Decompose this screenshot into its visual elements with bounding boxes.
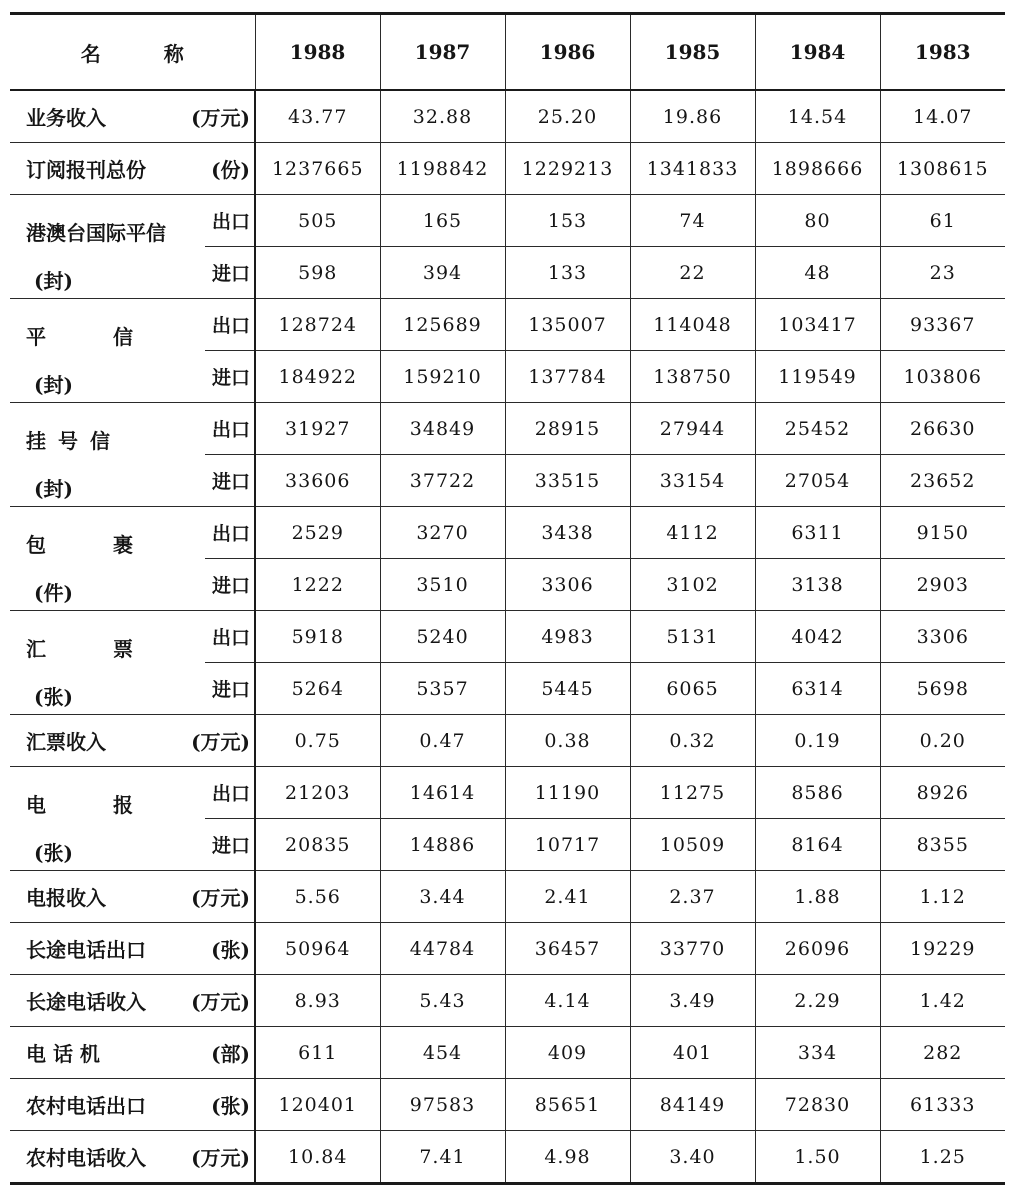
export-value-cell: 153 bbox=[505, 195, 630, 247]
export-value-cell: 26630 bbox=[880, 403, 1005, 455]
export-value-cell: 14614 bbox=[380, 767, 505, 819]
value-cell: 25.20 bbox=[505, 90, 630, 143]
row-label-letters bbox=[10, 299, 255, 403]
sub-row-divider bbox=[205, 454, 254, 455]
row-label-wrap bbox=[10, 1142, 254, 1171]
row-label-subscriptions bbox=[10, 143, 255, 195]
row-name: 电 话 机 bbox=[26, 1042, 100, 1066]
import-value-cell: 14886 bbox=[380, 819, 505, 871]
row-unit: (万元) bbox=[191, 106, 250, 130]
name-column-header: 名 称 bbox=[10, 15, 255, 90]
year-header-1984: 1984 bbox=[755, 15, 880, 90]
row-unit: (万元) bbox=[191, 730, 250, 754]
value-cell: 3.40 bbox=[630, 1131, 755, 1183]
row-label-wrap bbox=[10, 1038, 254, 1067]
value-cell: 5.43 bbox=[380, 975, 505, 1027]
value-cell: 3.44 bbox=[380, 871, 505, 923]
export-value-cell: 3270 bbox=[380, 507, 505, 559]
value-cell: 97583 bbox=[380, 1079, 505, 1131]
export-value-cell: 4112 bbox=[630, 507, 755, 559]
import-value-cell: 23652 bbox=[880, 455, 1005, 507]
import-label: 进口 bbox=[211, 367, 250, 389]
group-unit: (件) bbox=[34, 581, 73, 605]
import-label: 进口 bbox=[211, 471, 250, 493]
import-value-cell: 10509 bbox=[630, 819, 755, 871]
value-cell: 2.37 bbox=[630, 871, 755, 923]
import-value-cell: 6314 bbox=[755, 663, 880, 715]
row-ld-income bbox=[10, 975, 1005, 1027]
row-label-ld-income bbox=[10, 975, 255, 1027]
year-header-1988: 1988 bbox=[255, 15, 380, 90]
row-label-registered bbox=[10, 403, 255, 507]
value-cell: 1.25 bbox=[880, 1131, 1005, 1183]
value-cell: 84149 bbox=[630, 1079, 755, 1131]
value-cell: 1198842 bbox=[380, 143, 505, 195]
value-cell: 454 bbox=[380, 1027, 505, 1079]
value-cell: 50964 bbox=[255, 923, 380, 975]
value-cell: 2.29 bbox=[755, 975, 880, 1027]
year-header-1983: 1983 bbox=[880, 15, 1005, 90]
row-unit: (部) bbox=[211, 1042, 250, 1066]
row-letters-out bbox=[10, 299, 1005, 351]
export-value-cell: 6311 bbox=[755, 507, 880, 559]
export-value-cell: 4042 bbox=[755, 611, 880, 663]
value-cell: 44784 bbox=[380, 923, 505, 975]
row-unit: (万元) bbox=[191, 886, 250, 910]
value-cell: 36457 bbox=[505, 923, 630, 975]
import-value-cell: 37722 bbox=[380, 455, 505, 507]
group-unit: (封) bbox=[34, 477, 73, 501]
value-cell: 85651 bbox=[505, 1079, 630, 1131]
import-value-cell: 5357 bbox=[380, 663, 505, 715]
import-value-cell: 33606 bbox=[255, 455, 380, 507]
value-cell: 32.88 bbox=[380, 90, 505, 143]
import-value-cell: 10717 bbox=[505, 819, 630, 871]
import-value-cell: 8355 bbox=[880, 819, 1005, 871]
value-cell: 1341833 bbox=[630, 143, 755, 195]
value-cell: 72830 bbox=[755, 1079, 880, 1131]
row-unit: (万元) bbox=[191, 990, 250, 1014]
export-value-cell: 80 bbox=[755, 195, 880, 247]
row-unit: (万元) bbox=[191, 1146, 250, 1170]
row-name: 业务收入 bbox=[26, 106, 106, 130]
group-unit: (张) bbox=[34, 685, 73, 709]
postal-statistics-table bbox=[10, 15, 1005, 1182]
row-parcels-out bbox=[10, 507, 1005, 559]
row-label-money-orders bbox=[10, 611, 255, 715]
export-value-cell: 114048 bbox=[630, 299, 755, 351]
value-cell: 1898666 bbox=[755, 143, 880, 195]
value-cell: 8.93 bbox=[255, 975, 380, 1027]
export-value-cell: 31927 bbox=[255, 403, 380, 455]
value-cell: 409 bbox=[505, 1027, 630, 1079]
export-label: 出口 bbox=[211, 211, 250, 233]
row-label-wrap bbox=[10, 1090, 254, 1119]
value-cell: 10.84 bbox=[255, 1131, 380, 1183]
import-value-cell: 133 bbox=[505, 247, 630, 299]
value-cell: 3.49 bbox=[630, 975, 755, 1027]
export-value-cell: 3306 bbox=[880, 611, 1005, 663]
group-unit: (封) bbox=[34, 373, 73, 397]
row-label-business-income bbox=[10, 90, 255, 143]
export-value-cell: 8586 bbox=[755, 767, 880, 819]
export-value-cell: 11275 bbox=[630, 767, 755, 819]
value-cell: 14.07 bbox=[880, 90, 1005, 143]
value-cell: 5.56 bbox=[255, 871, 380, 923]
row-rural-income bbox=[10, 1131, 1005, 1183]
group-name: 汇 票 bbox=[26, 637, 163, 661]
year-header-1986: 1986 bbox=[505, 15, 630, 90]
import-value-cell: 1222 bbox=[255, 559, 380, 611]
import-value-cell: 159210 bbox=[380, 351, 505, 403]
value-cell: 0.32 bbox=[630, 715, 755, 767]
export-value-cell: 27944 bbox=[630, 403, 755, 455]
sub-row-divider bbox=[205, 350, 254, 351]
row-label-rural-income bbox=[10, 1131, 255, 1183]
value-cell: 0.47 bbox=[380, 715, 505, 767]
import-value-cell: 2903 bbox=[880, 559, 1005, 611]
row-name: 订阅报刊总份 bbox=[26, 158, 146, 182]
export-value-cell: 4983 bbox=[505, 611, 630, 663]
import-value-cell: 33154 bbox=[630, 455, 755, 507]
export-value-cell: 505 bbox=[255, 195, 380, 247]
row-label-money-order-income bbox=[10, 715, 255, 767]
export-value-cell: 34849 bbox=[380, 403, 505, 455]
value-cell: 19229 bbox=[880, 923, 1005, 975]
row-label-parcels bbox=[10, 507, 255, 611]
export-value-cell: 3438 bbox=[505, 507, 630, 559]
import-value-cell: 138750 bbox=[630, 351, 755, 403]
row-registered-out bbox=[10, 403, 1005, 455]
sub-row-divider bbox=[205, 246, 254, 247]
value-cell: 1.50 bbox=[755, 1131, 880, 1183]
row-label-wrap bbox=[10, 726, 254, 755]
row-label-telegrams bbox=[10, 767, 255, 871]
import-value-cell: 3510 bbox=[380, 559, 505, 611]
export-value-cell: 5918 bbox=[255, 611, 380, 663]
value-cell: 0.75 bbox=[255, 715, 380, 767]
sub-row-divider bbox=[205, 558, 254, 559]
row-label-intl-letters bbox=[10, 195, 255, 299]
import-label: 进口 bbox=[211, 679, 250, 701]
value-cell: 33770 bbox=[630, 923, 755, 975]
export-value-cell: 28915 bbox=[505, 403, 630, 455]
row-telegrams-out bbox=[10, 767, 1005, 819]
export-value-cell: 103417 bbox=[755, 299, 880, 351]
value-cell: 0.38 bbox=[505, 715, 630, 767]
export-label: 出口 bbox=[211, 627, 250, 649]
sub-row-divider bbox=[205, 818, 254, 819]
export-value-cell: 9150 bbox=[880, 507, 1005, 559]
statistics-table-frame bbox=[10, 12, 1005, 1185]
row-name: 农村电话收入 bbox=[26, 1146, 146, 1170]
export-value-cell: 135007 bbox=[505, 299, 630, 351]
row-intl-letters-out bbox=[10, 195, 1005, 247]
import-value-cell: 33515 bbox=[505, 455, 630, 507]
value-cell: 1.88 bbox=[755, 871, 880, 923]
value-cell: 1237665 bbox=[255, 143, 380, 195]
export-value-cell: 11190 bbox=[505, 767, 630, 819]
value-cell: 0.19 bbox=[755, 715, 880, 767]
import-value-cell: 27054 bbox=[755, 455, 880, 507]
row-unit: (张) bbox=[211, 938, 250, 962]
import-value-cell: 22 bbox=[630, 247, 755, 299]
group-name: 平 信 bbox=[26, 325, 163, 349]
row-ld-calls bbox=[10, 923, 1005, 975]
sub-row-divider bbox=[205, 662, 254, 663]
value-cell: 4.14 bbox=[505, 975, 630, 1027]
export-label: 出口 bbox=[211, 315, 250, 337]
row-money-order-income bbox=[10, 715, 1005, 767]
row-label-wrap bbox=[10, 882, 254, 911]
group-name: 包 裹 bbox=[26, 533, 163, 557]
import-value-cell: 5698 bbox=[880, 663, 1005, 715]
row-label-wrap bbox=[10, 154, 254, 183]
row-label-phones bbox=[10, 1027, 255, 1079]
value-cell: 4.98 bbox=[505, 1131, 630, 1183]
value-cell: 14.54 bbox=[755, 90, 880, 143]
export-value-cell: 74 bbox=[630, 195, 755, 247]
import-value-cell: 119549 bbox=[755, 351, 880, 403]
value-cell: 26096 bbox=[755, 923, 880, 975]
value-cell: 0.20 bbox=[880, 715, 1005, 767]
import-value-cell: 6065 bbox=[630, 663, 755, 715]
value-cell: 282 bbox=[880, 1027, 1005, 1079]
export-value-cell: 125689 bbox=[380, 299, 505, 351]
import-value-cell: 184922 bbox=[255, 351, 380, 403]
value-cell: 1.42 bbox=[880, 975, 1005, 1027]
row-label-telegram-income bbox=[10, 871, 255, 923]
value-cell: 19.86 bbox=[630, 90, 755, 143]
row-name: 长途电话收入 bbox=[26, 990, 146, 1014]
row-label-wrap bbox=[10, 102, 254, 131]
export-value-cell: 8926 bbox=[880, 767, 1005, 819]
row-business-income bbox=[10, 90, 1005, 143]
value-cell: 1308615 bbox=[880, 143, 1005, 195]
export-label: 出口 bbox=[211, 419, 250, 441]
export-value-cell: 5240 bbox=[380, 611, 505, 663]
row-money-orders-out bbox=[10, 611, 1005, 663]
row-name: 汇票收入 bbox=[26, 730, 106, 754]
import-value-cell: 3138 bbox=[755, 559, 880, 611]
import-value-cell: 20835 bbox=[255, 819, 380, 871]
import-value-cell: 3306 bbox=[505, 559, 630, 611]
row-phones bbox=[10, 1027, 1005, 1079]
value-cell: 1229213 bbox=[505, 143, 630, 195]
group-name: 电 报 bbox=[26, 793, 163, 817]
import-value-cell: 48 bbox=[755, 247, 880, 299]
import-value-cell: 103806 bbox=[880, 351, 1005, 403]
import-value-cell: 5445 bbox=[505, 663, 630, 715]
value-cell: 2.41 bbox=[505, 871, 630, 923]
value-cell: 611 bbox=[255, 1027, 380, 1079]
export-value-cell: 21203 bbox=[255, 767, 380, 819]
export-value-cell: 5131 bbox=[630, 611, 755, 663]
export-value-cell: 165 bbox=[380, 195, 505, 247]
import-value-cell: 394 bbox=[380, 247, 505, 299]
row-unit: (份) bbox=[211, 158, 250, 182]
import-value-cell: 598 bbox=[255, 247, 380, 299]
row-subscriptions bbox=[10, 143, 1005, 195]
export-value-cell: 128724 bbox=[255, 299, 380, 351]
export-label: 出口 bbox=[211, 783, 250, 805]
row-label-wrap bbox=[10, 934, 254, 963]
group-name: 挂号信 bbox=[26, 429, 122, 453]
import-label: 进口 bbox=[211, 575, 250, 597]
row-name: 农村电话出口 bbox=[26, 1094, 146, 1118]
row-unit: (张) bbox=[211, 1094, 250, 1118]
export-label: 出口 bbox=[211, 523, 250, 545]
value-cell: 7.41 bbox=[380, 1131, 505, 1183]
import-label: 进口 bbox=[211, 263, 250, 285]
group-name: 港澳台国际平信 bbox=[26, 221, 166, 245]
import-value-cell: 5264 bbox=[255, 663, 380, 715]
export-value-cell: 25452 bbox=[755, 403, 880, 455]
import-value-cell: 137784 bbox=[505, 351, 630, 403]
row-name: 电报收入 bbox=[26, 886, 106, 910]
row-label-ld-calls bbox=[10, 923, 255, 975]
value-cell: 43.77 bbox=[255, 90, 380, 143]
row-rural-calls bbox=[10, 1079, 1005, 1131]
export-value-cell: 61 bbox=[880, 195, 1005, 247]
value-cell: 120401 bbox=[255, 1079, 380, 1131]
export-value-cell: 93367 bbox=[880, 299, 1005, 351]
import-value-cell: 8164 bbox=[755, 819, 880, 871]
year-header-1985: 1985 bbox=[630, 15, 755, 90]
export-value-cell: 2529 bbox=[255, 507, 380, 559]
row-name: 长途电话出口 bbox=[26, 938, 146, 962]
import-value-cell: 23 bbox=[880, 247, 1005, 299]
value-cell: 401 bbox=[630, 1027, 755, 1079]
value-cell: 61333 bbox=[880, 1079, 1005, 1131]
row-label-rural-calls bbox=[10, 1079, 255, 1131]
value-cell: 334 bbox=[755, 1027, 880, 1079]
import-label: 进口 bbox=[211, 835, 250, 857]
group-unit: (封) bbox=[34, 269, 73, 293]
value-cell: 1.12 bbox=[880, 871, 1005, 923]
row-telegram-income bbox=[10, 871, 1005, 923]
header-row bbox=[10, 15, 1005, 90]
import-value-cell: 3102 bbox=[630, 559, 755, 611]
group-unit: (张) bbox=[34, 841, 73, 865]
row-label-wrap bbox=[10, 986, 254, 1015]
year-header-1987: 1987 bbox=[380, 15, 505, 90]
